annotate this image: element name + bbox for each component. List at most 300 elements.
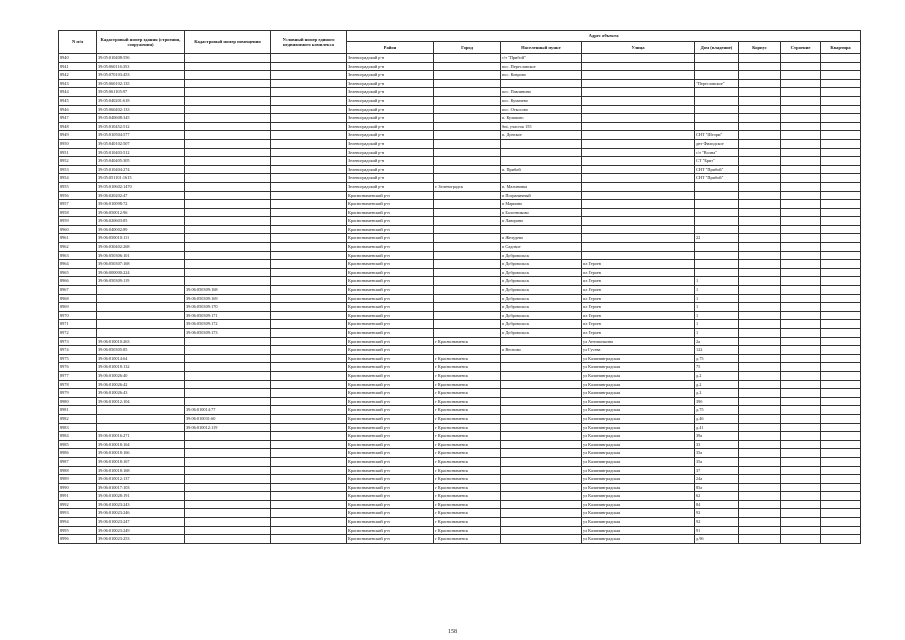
cell-district: Зеленоградский р-н	[347, 122, 434, 131]
cell-house: 62	[695, 492, 739, 501]
cell-complex-number	[271, 414, 347, 423]
cell-korpus	[739, 182, 781, 191]
table-row	[59, 88, 861, 97]
cell-street	[582, 96, 695, 105]
cell-kvartira	[821, 96, 861, 105]
header-district: Район	[347, 42, 434, 54]
cell-street	[582, 71, 695, 80]
cell-kvartira	[821, 131, 861, 140]
cell-district: Зеленоградский р-н	[347, 62, 434, 71]
cell-settlement	[501, 414, 582, 423]
cell-settlement: п Добровольск	[501, 320, 582, 329]
table-body	[59, 54, 861, 544]
cell-cadastral-building: 39:06:050012:96	[97, 208, 185, 217]
cell-settlement: пос. Откосово	[501, 105, 582, 114]
cell-korpus	[739, 329, 781, 338]
cell-house: 1	[695, 294, 739, 303]
cell-cadastral-premises	[185, 105, 271, 114]
cell-district: Краснознаменский р-н	[347, 337, 434, 346]
cell-house: 35а	[695, 457, 739, 466]
cell-cadastral-premises	[185, 200, 271, 209]
cell-cadastral-building: 39:05:060102:135	[97, 79, 185, 88]
cell-street: ул Калининградская	[582, 492, 695, 501]
cell-complex-number	[271, 397, 347, 406]
cell-cadastral-building: 39:06:050309:119	[97, 277, 185, 286]
cell-city: г Краснознаменск	[434, 389, 501, 398]
cell-num: 8951	[59, 148, 97, 157]
cell-korpus	[739, 234, 781, 243]
cell-cadastral-building	[97, 311, 185, 320]
cell-korpus	[739, 380, 781, 389]
cell-district: Краснознаменский р-н	[347, 294, 434, 303]
cell-city: г Краснознаменск	[434, 380, 501, 389]
header-stroenie: Строение	[781, 42, 821, 54]
cell-city	[434, 148, 501, 157]
cell-house: д.2	[695, 371, 739, 380]
cell-house: 75	[695, 363, 739, 372]
cell-kvartira	[821, 363, 861, 372]
cell-street: ул Калининградская	[582, 518, 695, 527]
table-row	[59, 320, 861, 329]
cell-kvartira	[821, 217, 861, 226]
cell-kvartira	[821, 346, 861, 355]
cell-korpus	[739, 535, 781, 544]
table-row	[59, 509, 861, 518]
cell-street	[582, 174, 695, 183]
cell-house: 85а	[695, 483, 739, 492]
cell-complex-number	[271, 54, 347, 63]
cell-street	[582, 122, 695, 131]
cell-kvartira	[821, 329, 861, 338]
cell-city: г Краснознаменск	[434, 440, 501, 449]
cell-cadastral-premises	[185, 277, 271, 286]
cell-complex-number	[271, 337, 347, 346]
cell-cadastral-premises: 39:06:050309:171	[185, 311, 271, 320]
cell-cadastral-premises	[185, 475, 271, 484]
cell-korpus	[739, 414, 781, 423]
cell-korpus	[739, 277, 781, 286]
cell-settlement: п Садовое	[501, 243, 582, 252]
cell-cadastral-premises	[185, 225, 271, 234]
cell-street: ул Калининградская	[582, 535, 695, 544]
cell-city	[434, 165, 501, 174]
cell-city	[434, 191, 501, 200]
cell-settlement	[501, 440, 582, 449]
cell-street	[582, 251, 695, 260]
registry-table	[58, 30, 861, 544]
cell-stroenie	[781, 414, 821, 423]
cell-city: г Краснознаменск	[434, 483, 501, 492]
cell-district: Краснознаменский р-н	[347, 268, 434, 277]
cell-stroenie	[781, 492, 821, 501]
cell-district: Краснознаменский р-н	[347, 526, 434, 535]
table-row	[59, 114, 861, 123]
cell-house: 1	[695, 303, 739, 312]
header-house: Дом (владение)	[695, 42, 739, 54]
cell-city: г Краснознаменск	[434, 449, 501, 458]
cell-cadastral-premises	[185, 380, 271, 389]
cell-street	[582, 234, 695, 243]
cell-district: Краснознаменский р-н	[347, 260, 434, 269]
cell-district: Краснознаменский р-н	[347, 234, 434, 243]
cell-settlement: п Добровольск	[501, 311, 582, 320]
cell-city	[434, 62, 501, 71]
table-row	[59, 457, 861, 466]
cell-city	[434, 277, 501, 286]
cell-cadastral-premises	[185, 148, 271, 157]
cell-street	[582, 54, 695, 63]
cell-street: ул Калининградская	[582, 363, 695, 372]
cell-cadastral-building: 39:05:061105:97	[97, 88, 185, 97]
cell-kvartira	[821, 191, 861, 200]
cell-num: 8942	[59, 71, 97, 80]
cell-street: ул Калининградская	[582, 354, 695, 363]
cell-house: 1	[695, 320, 739, 329]
table-row	[59, 518, 861, 527]
cell-kvartira	[821, 54, 861, 63]
cell-settlement: с/т "Прибой"	[501, 54, 582, 63]
cell-cadastral-premises	[185, 96, 271, 105]
cell-street: ул Калининградская	[582, 397, 695, 406]
cell-complex-number	[271, 440, 347, 449]
cell-settlement	[501, 79, 582, 88]
cell-settlement: п Мариино	[501, 200, 582, 209]
cell-korpus	[739, 165, 781, 174]
table-row	[59, 131, 861, 140]
cell-settlement	[501, 432, 582, 441]
cell-stroenie	[781, 234, 821, 243]
cell-cadastral-building: 39:05:010403:512	[97, 148, 185, 157]
cell-complex-number	[271, 96, 347, 105]
cell-settlement: п Добровольск	[501, 294, 582, 303]
cell-complex-number	[271, 363, 347, 372]
cell-stroenie	[781, 311, 821, 320]
cell-num: 8947	[59, 114, 97, 123]
cell-kvartira	[821, 148, 861, 157]
cell-district: Зеленоградский р-н	[347, 54, 434, 63]
cell-korpus	[739, 217, 781, 226]
cell-settlement	[501, 457, 582, 466]
table-row	[59, 483, 861, 492]
cell-cadastral-premises	[185, 131, 271, 140]
cell-stroenie	[781, 260, 821, 269]
cell-complex-number	[271, 432, 347, 441]
cell-num: 8979	[59, 389, 97, 398]
cell-settlement: Snt, участок 155	[501, 122, 582, 131]
cell-num: 8991	[59, 492, 97, 501]
cell-kvartira	[821, 466, 861, 475]
cell-korpus	[739, 225, 781, 234]
cell-complex-number	[271, 217, 347, 226]
cell-complex-number	[271, 122, 347, 131]
cell-cadastral-building: 39:06:010018:168	[97, 466, 185, 475]
table-row	[59, 200, 861, 209]
cell-complex-number	[271, 200, 347, 209]
table-row	[59, 414, 861, 423]
cell-district: Краснознаменский р-н	[347, 389, 434, 398]
cell-stroenie	[781, 182, 821, 191]
cell-kvartira	[821, 88, 861, 97]
cell-complex-number	[271, 466, 347, 475]
cell-cadastral-premises: 39:06:010012:119	[185, 423, 271, 432]
cell-settlement	[501, 157, 582, 166]
cell-stroenie	[781, 62, 821, 71]
cell-street	[582, 105, 695, 114]
cell-district: Краснознаменский р-н	[347, 483, 434, 492]
cell-district: Краснознаменский р-н	[347, 303, 434, 312]
table-row	[59, 371, 861, 380]
cell-stroenie	[781, 389, 821, 398]
cell-district: Краснознаменский р-н	[347, 363, 434, 372]
cell-korpus	[739, 320, 781, 329]
cell-house: 122	[695, 346, 739, 355]
cell-street	[582, 225, 695, 234]
cell-district: Краснознаменский р-н	[347, 371, 434, 380]
cell-kvartira	[821, 518, 861, 527]
cell-cadastral-building: 39:05:040608:345	[97, 114, 185, 123]
cell-city: г Краснознаменск	[434, 363, 501, 372]
cell-cadastral-building: 39:05:010404:274	[97, 165, 185, 174]
cell-korpus	[739, 88, 781, 97]
cell-district: Зеленоградский р-н	[347, 71, 434, 80]
cell-street	[582, 182, 695, 191]
cell-street	[582, 114, 695, 123]
cell-cadastral-premises	[185, 208, 271, 217]
cell-num: 8967	[59, 286, 97, 295]
cell-settlement	[501, 406, 582, 415]
cell-kvartira	[821, 62, 861, 71]
table-row	[59, 191, 861, 200]
cell-city	[434, 88, 501, 97]
cell-kvartira	[821, 440, 861, 449]
cell-num: 8954	[59, 174, 97, 183]
cell-cadastral-premises	[185, 79, 271, 88]
cell-cadastral-building: 39:05:010452:512	[97, 122, 185, 131]
cell-settlement	[501, 535, 582, 544]
cell-city	[434, 71, 501, 80]
cell-city	[434, 251, 501, 260]
cell-cadastral-premises	[185, 440, 271, 449]
cell-cadastral-building: 39:05:040102:507	[97, 139, 185, 148]
cell-street: ул Гусева	[582, 346, 695, 355]
cell-street: пл Героев	[582, 268, 695, 277]
cell-korpus	[739, 251, 781, 260]
cell-district: Краснознаменский р-н	[347, 457, 434, 466]
cell-district: Краснознаменский р-н	[347, 200, 434, 209]
cell-settlement: п Лаворино	[501, 217, 582, 226]
cell-stroenie	[781, 157, 821, 166]
cell-district: Зеленоградский р-н	[347, 96, 434, 105]
cell-cadastral-premises	[185, 432, 271, 441]
cell-kvartira	[821, 182, 861, 191]
cell-num: 8958	[59, 208, 97, 217]
cell-korpus	[739, 483, 781, 492]
cell-stroenie	[781, 251, 821, 260]
cell-city	[434, 294, 501, 303]
cell-district: Краснознаменский р-н	[347, 320, 434, 329]
cell-stroenie	[781, 535, 821, 544]
cell-kvartira	[821, 303, 861, 312]
table-row	[59, 432, 861, 441]
cell-korpus	[739, 114, 781, 123]
table-row	[59, 423, 861, 432]
cell-kvartira	[821, 311, 861, 320]
cell-num: 8961	[59, 234, 97, 243]
cell-complex-number	[271, 277, 347, 286]
cell-cadastral-premises	[185, 371, 271, 380]
cell-complex-number	[271, 251, 347, 260]
cell-korpus	[739, 337, 781, 346]
cell-city	[434, 174, 501, 183]
cell-city	[434, 79, 501, 88]
cell-house	[695, 96, 739, 105]
cell-city	[434, 200, 501, 209]
cell-cadastral-premises	[185, 466, 271, 475]
cell-settlement: п Добровольск	[501, 303, 582, 312]
cell-district: Краснознаменский р-н	[347, 329, 434, 338]
cell-num: 8992	[59, 500, 97, 509]
cell-complex-number	[271, 286, 347, 295]
cell-street	[582, 148, 695, 157]
cell-settlement	[501, 139, 582, 148]
cell-stroenie	[781, 475, 821, 484]
cell-house: с/т "Волна"	[695, 148, 739, 157]
cell-street: ул Калининградская	[582, 500, 695, 509]
cell-complex-number	[271, 423, 347, 432]
cell-house: 24а	[695, 475, 739, 484]
cell-street: ул Калининградская	[582, 380, 695, 389]
cell-house	[695, 243, 739, 252]
cell-street: пл Героев	[582, 303, 695, 312]
cell-kvartira	[821, 414, 861, 423]
cell-kvartira	[821, 122, 861, 131]
cell-city	[434, 311, 501, 320]
cell-house	[695, 260, 739, 269]
cell-cadastral-premises	[185, 174, 271, 183]
cell-num: 8957	[59, 200, 97, 209]
table-row	[59, 208, 861, 217]
cell-complex-number	[271, 329, 347, 338]
cell-num: 8976	[59, 363, 97, 372]
cell-cadastral-premises	[185, 54, 271, 63]
table-row	[59, 535, 861, 544]
cell-district: Зеленоградский р-н	[347, 148, 434, 157]
cell-stroenie	[781, 200, 821, 209]
cell-kvartira	[821, 277, 861, 286]
cell-street	[582, 200, 695, 209]
cell-stroenie	[781, 449, 821, 458]
cell-num: 8963	[59, 251, 97, 260]
cell-cadastral-building: 39:05:060402:133	[97, 105, 185, 114]
cell-cadastral-building: 39:06:050307:168	[97, 260, 185, 269]
cell-cadastral-building: 39:06:010017:103	[97, 483, 185, 492]
cell-cadastral-building: 39:06:010018:164	[97, 440, 185, 449]
cell-complex-number	[271, 526, 347, 535]
cell-house: д.75	[695, 354, 739, 363]
cell-cadastral-building: 39:05:070103:453	[97, 71, 185, 80]
cell-cadastral-premises	[185, 88, 271, 97]
cell-cadastral-premises	[185, 260, 271, 269]
cell-cadastral-premises: 39:06:050309:172	[185, 320, 271, 329]
cell-cadastral-premises	[185, 114, 271, 123]
cell-settlement: п Добровольск	[501, 268, 582, 277]
cell-stroenie	[781, 105, 821, 114]
cell-complex-number	[271, 139, 347, 148]
cell-settlement	[501, 475, 582, 484]
cell-cadastral-building: 39:05:010602:1470	[97, 182, 185, 191]
cell-cadastral-premises	[185, 509, 271, 518]
cell-complex-number	[271, 225, 347, 234]
cell-complex-number	[271, 105, 347, 114]
cell-korpus	[739, 449, 781, 458]
cell-city: г Краснознаменск	[434, 492, 501, 501]
cell-district: Краснознаменский р-н	[347, 423, 434, 432]
cell-street: ул Калининградская	[582, 406, 695, 415]
cell-cadastral-premises	[185, 157, 271, 166]
header-settlement: Населенный пункт	[501, 42, 582, 54]
cell-stroenie	[781, 303, 821, 312]
cell-complex-number	[271, 234, 347, 243]
cell-korpus	[739, 466, 781, 475]
cell-korpus	[739, 311, 781, 320]
cell-cadastral-building: 39:06:010010:263	[97, 337, 185, 346]
cell-street	[582, 217, 695, 226]
cell-street: пл Героев	[582, 311, 695, 320]
cell-korpus	[739, 509, 781, 518]
cell-num: 8990	[59, 483, 97, 492]
cell-cadastral-building: 39:06:010098:72	[97, 200, 185, 209]
cell-house: 91	[695, 526, 739, 535]
table-row	[59, 225, 861, 234]
table-row	[59, 337, 861, 346]
cell-complex-number	[271, 260, 347, 269]
cell-kvartira	[821, 526, 861, 535]
cell-complex-number	[271, 406, 347, 415]
cell-cadastral-premises: 39:06:050309:168	[185, 286, 271, 295]
cell-stroenie	[781, 483, 821, 492]
cell-city	[434, 303, 501, 312]
cell-complex-number	[271, 311, 347, 320]
cell-cadastral-building: 39:05:010504:577	[97, 131, 185, 140]
cell-stroenie	[781, 114, 821, 123]
cell-stroenie	[781, 371, 821, 380]
cell-stroenie	[781, 500, 821, 509]
cell-city: г Краснознаменск	[434, 432, 501, 441]
table-row	[59, 354, 861, 363]
cell-city	[434, 243, 501, 252]
cell-cadastral-building: 39:06:010023:253	[97, 535, 185, 544]
table-row	[59, 217, 861, 226]
cell-kvartira	[821, 139, 861, 148]
cell-cadastral-premises	[185, 337, 271, 346]
cell-num: 8994	[59, 518, 97, 527]
cell-street	[582, 208, 695, 217]
cell-cadastral-premises	[185, 217, 271, 226]
cell-district: Краснознаменский р-н	[347, 432, 434, 441]
cell-district: Зеленоградский р-н	[347, 182, 434, 191]
table-row	[59, 243, 861, 252]
cell-kvartira	[821, 208, 861, 217]
cell-street	[582, 79, 695, 88]
cell-kvartira	[821, 71, 861, 80]
cell-num: 8985	[59, 440, 97, 449]
cell-num: 8962	[59, 243, 97, 252]
cell-settlement: п Добровольск	[501, 251, 582, 260]
cell-korpus	[739, 500, 781, 509]
cell-complex-number	[271, 320, 347, 329]
table-row	[59, 311, 861, 320]
cell-settlement: п Пограничный	[501, 191, 582, 200]
